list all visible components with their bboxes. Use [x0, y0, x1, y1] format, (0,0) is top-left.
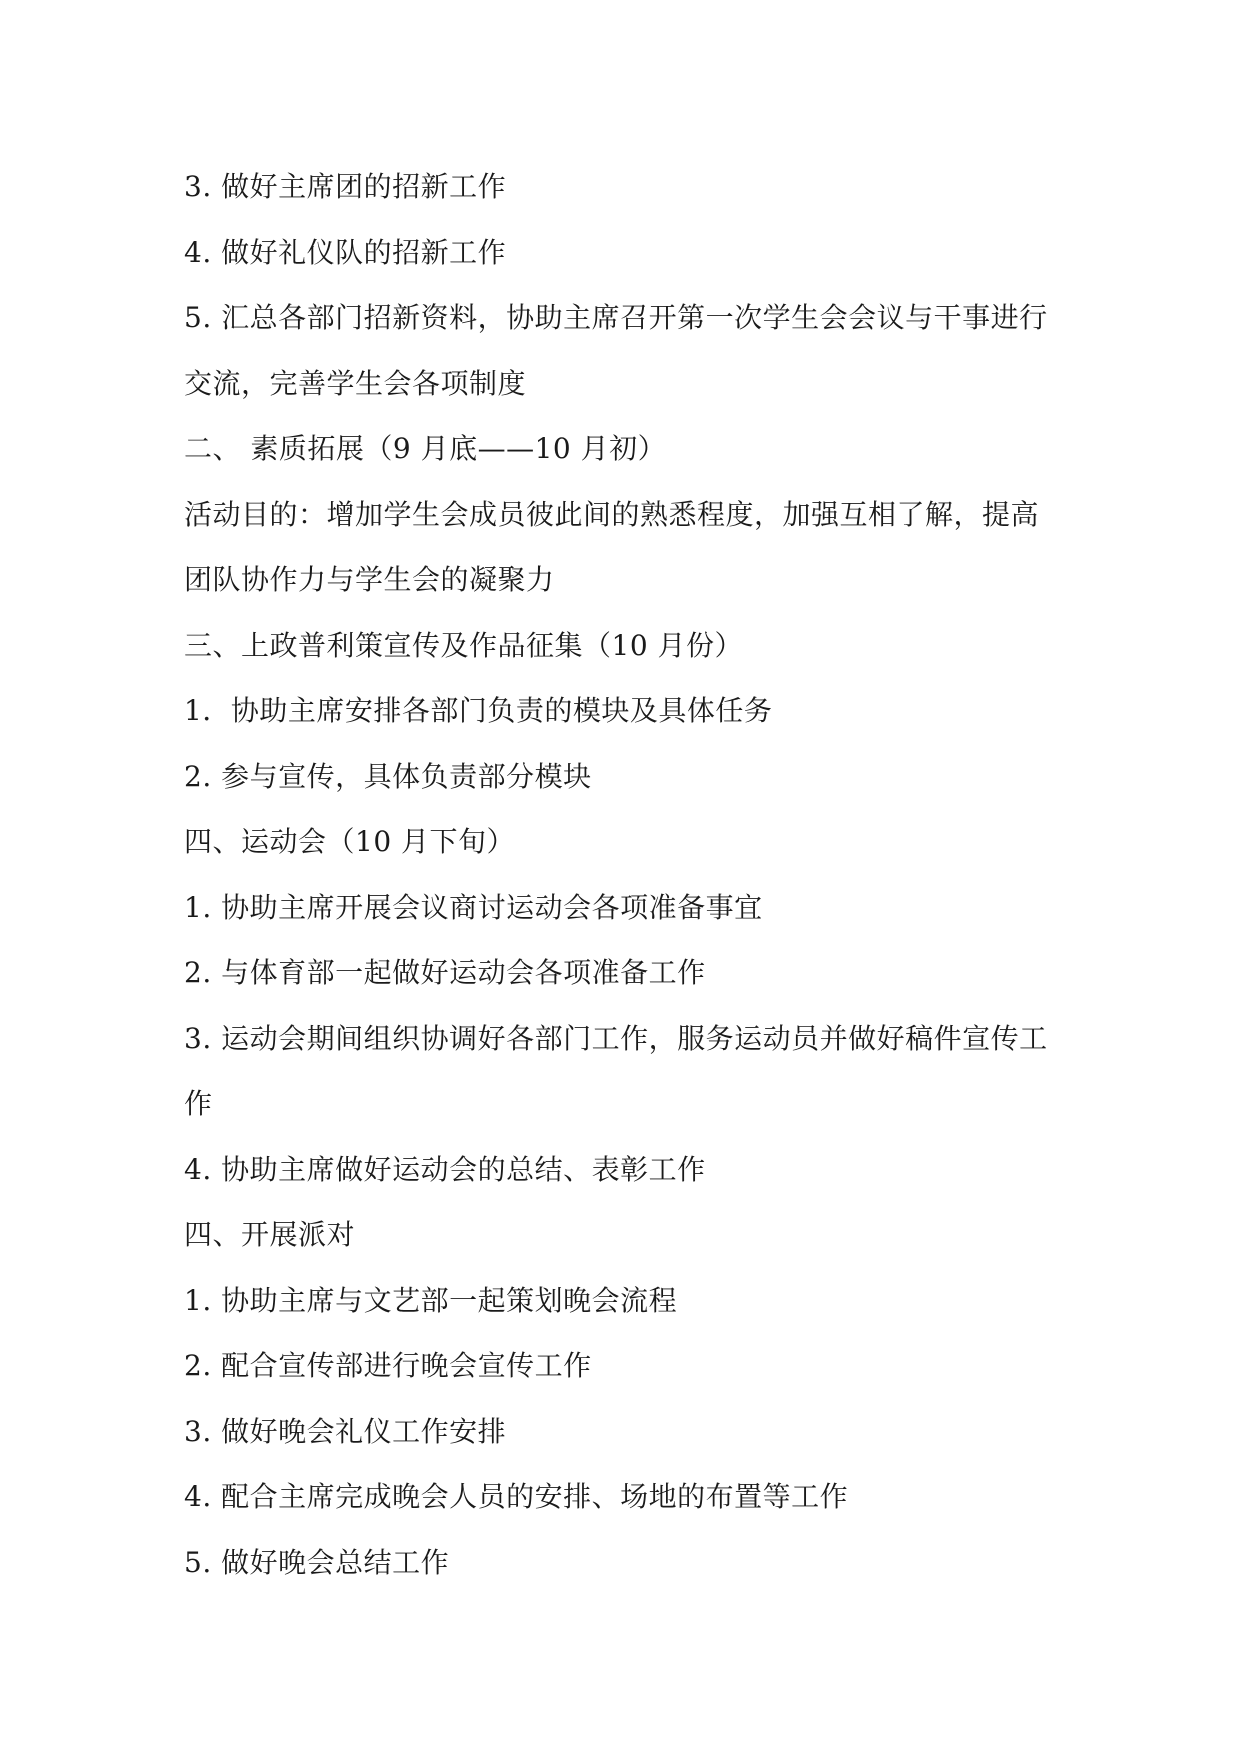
list-item: 2. 配合宣传部进行晚会宣传工作: [184, 1349, 592, 1382]
section-heading: 四、运动会（10 月下旬）: [184, 825, 516, 858]
list-item: 4. 配合主席完成晚会人员的安排、场地的布置等工作: [184, 1480, 849, 1513]
list-item: 3. 做好晚会礼仪工作安排: [184, 1414, 507, 1448]
section-heading: 二、 素质拓展（9 月底——10 月初）: [184, 432, 667, 465]
list-item: 5. 做好晚会总结工作: [184, 1545, 450, 1579]
list-item: 4. 做好礼仪队的招新工作: [184, 235, 507, 269]
list-item: 1. 协助主席与文艺部一起策划晚会流程: [184, 1283, 678, 1317]
list-item: 3. 做好主席团的招新工作: [184, 170, 507, 203]
list-item: 3. 运动会期间组织协调好各部门工作，服务运动员并做好稿件宣传工: [184, 1021, 1048, 1055]
list-item: 1. 协助主席开展会议商讨运动会各项准备事宜: [184, 890, 763, 924]
list-item: 2. 与体育部一起做好运动会各项准备工作: [184, 956, 706, 989]
list-item-continuation: 作: [184, 1087, 213, 1120]
list-item: 4. 协助主席做好运动会的总结、表彰工作: [184, 1152, 706, 1186]
section-heading: 四、开展派对: [184, 1218, 356, 1251]
section-heading: 三、上政普利策宣传及作品征集（10 月份）: [184, 628, 744, 662]
list-item-continuation: 交流，完善学生会各项制度: [184, 366, 527, 400]
list-item: 1．协助主席安排各部门负责的模块及具体任务: [184, 694, 773, 727]
paragraph-text: 活动目的：增加学生会成员彼此间的熟悉程度，加强互相了解，提高: [184, 497, 1040, 531]
list-item: 5. 汇总各部门招新资料，协助主席召开第一次学生会会议与干事进行: [184, 301, 1048, 334]
list-item: 2. 参与宣传，具体负责部分模块: [184, 759, 592, 793]
paragraph-text-continuation: 团队协作力与学生会的凝聚力: [184, 563, 555, 596]
document-body: [184, 154, 1074, 1595]
